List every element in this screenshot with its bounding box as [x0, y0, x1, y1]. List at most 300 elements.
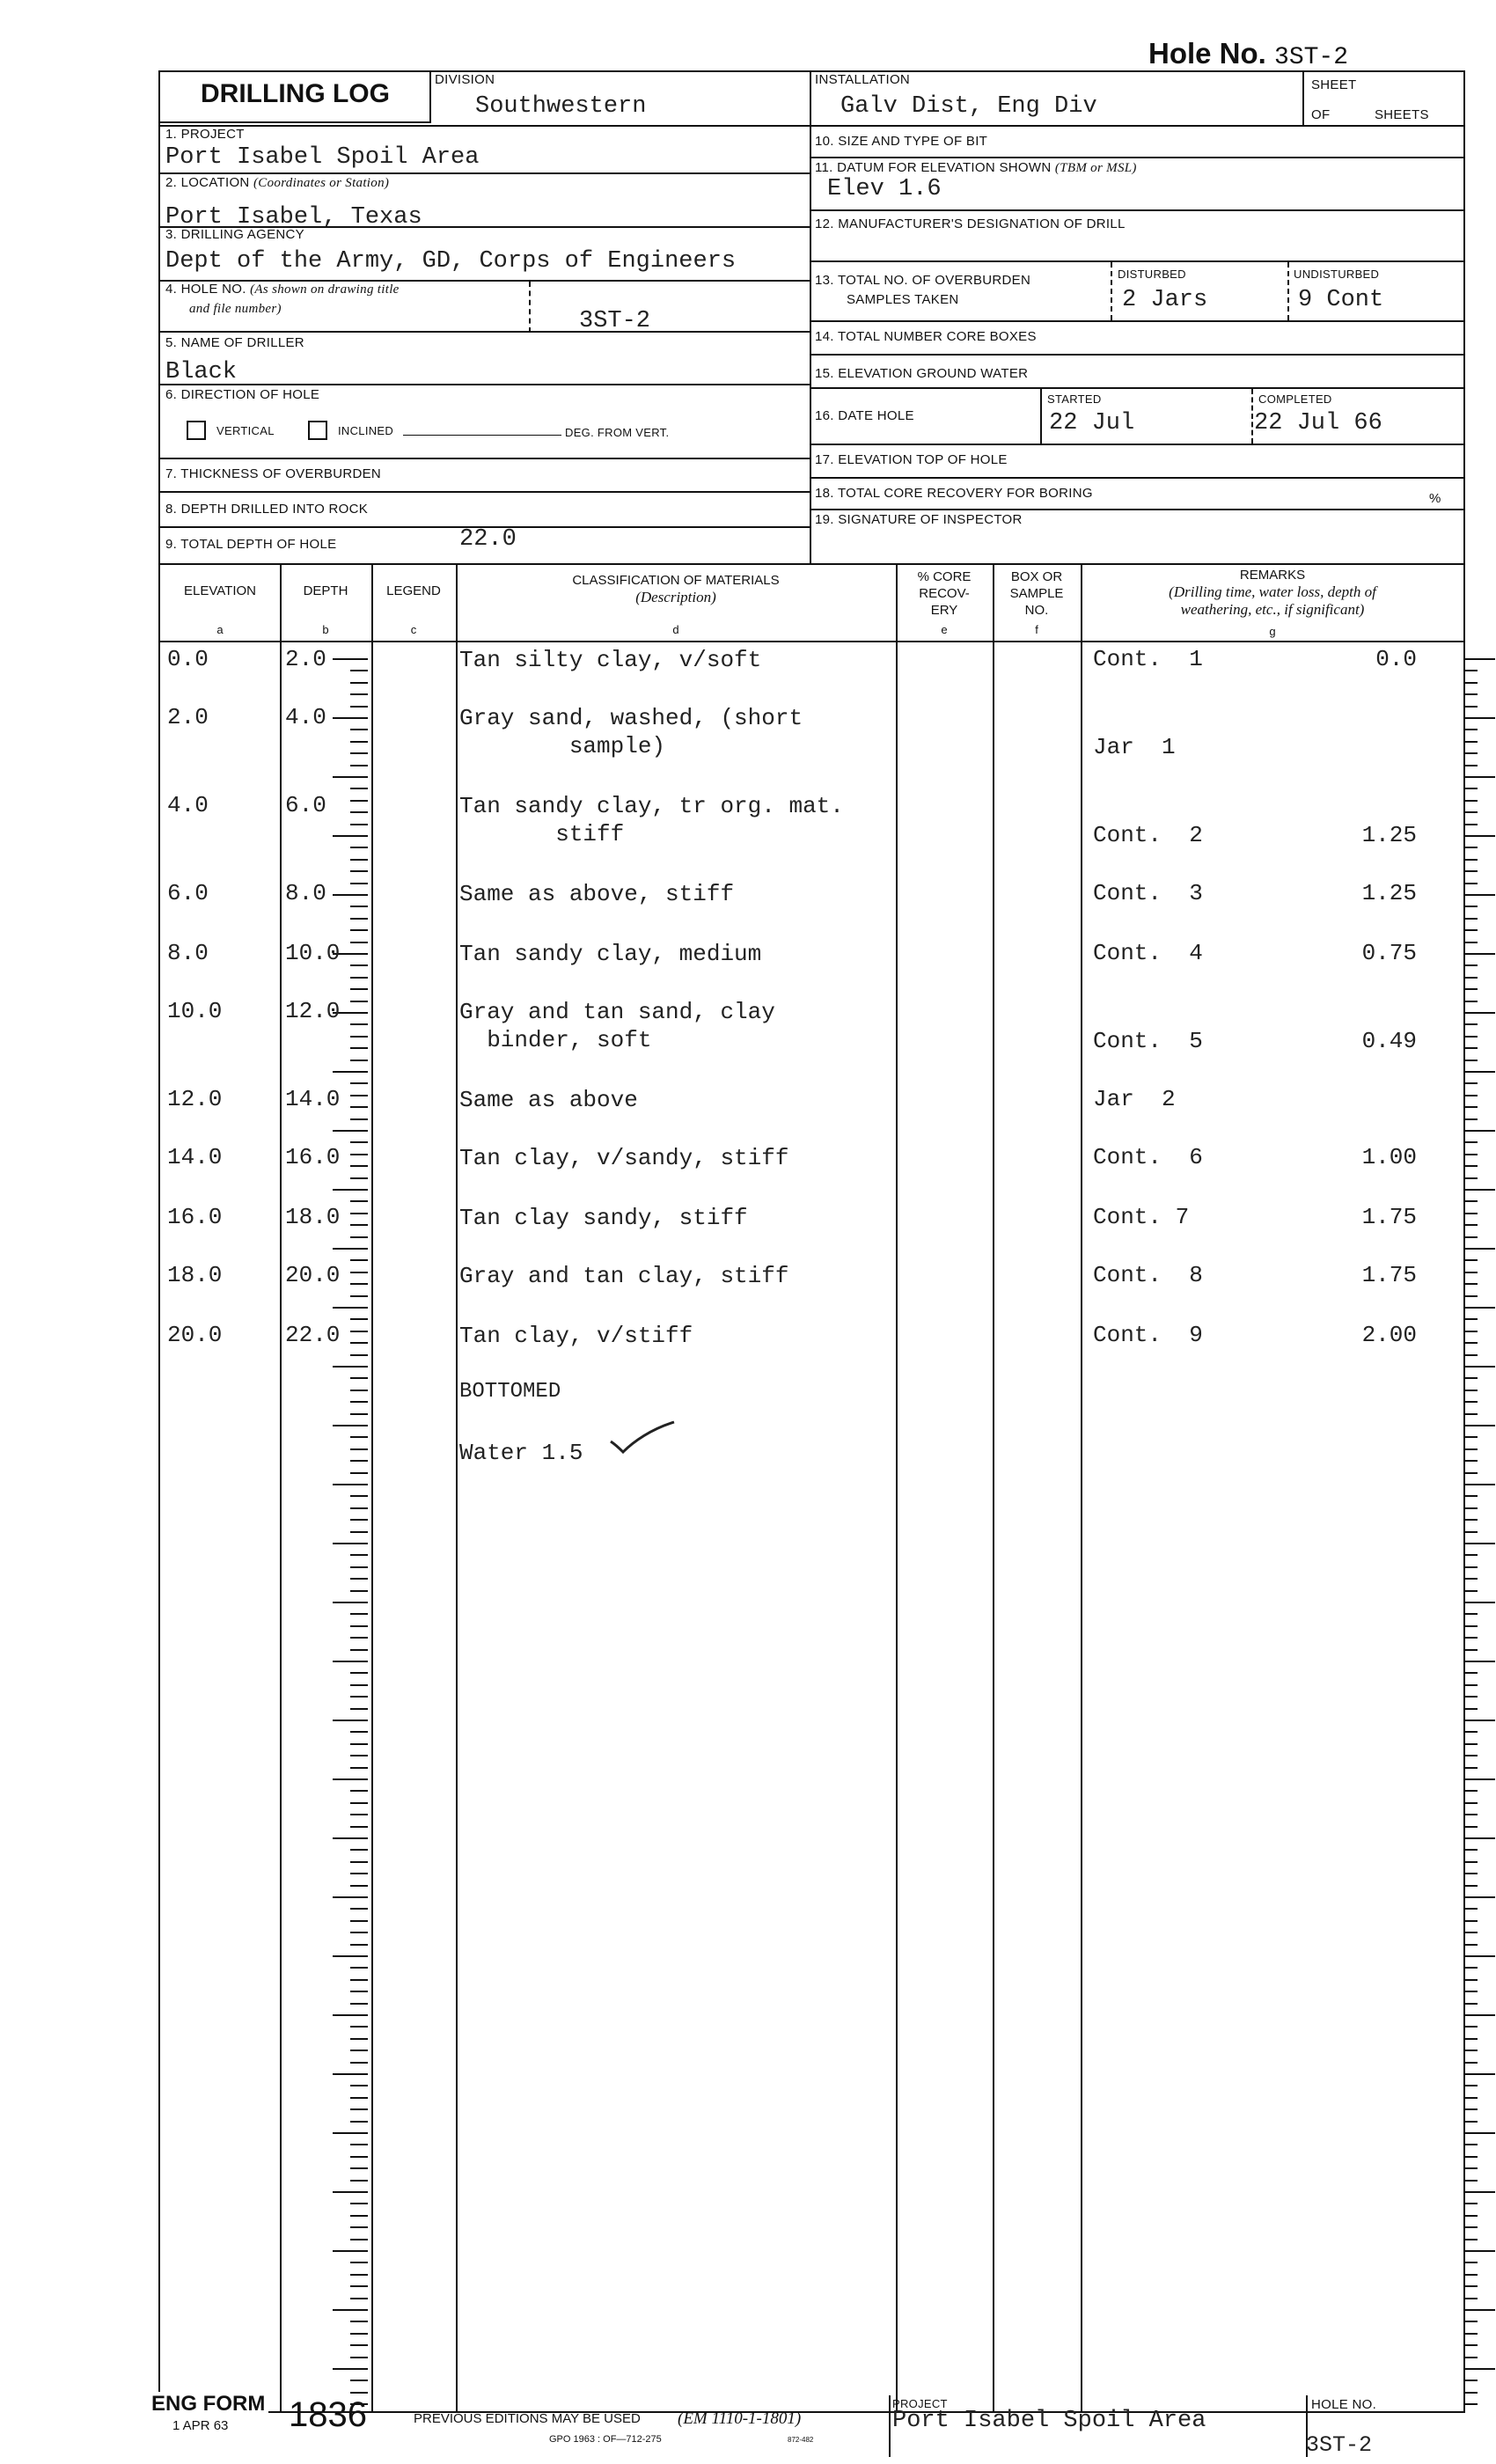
scale-tick — [1465, 1979, 1478, 1981]
core-recovery-label: 18. TOTAL CORE RECOVERY FOR BORING — [815, 486, 1093, 501]
scale-tick — [1465, 2038, 1478, 2040]
sheet-of-label: OF — [1311, 107, 1331, 122]
footer-project-label: PROJECT — [892, 2397, 948, 2410]
scale-tick — [1465, 1377, 1478, 1379]
scale-tick — [1465, 1814, 1478, 1815]
scale-tick — [350, 1436, 368, 1438]
scale-tick — [1465, 2215, 1478, 2217]
scale-tick — [1465, 1106, 1478, 1108]
scale-tick — [350, 918, 368, 920]
scale-tick — [1465, 1696, 1478, 1698]
scale-tick — [1465, 988, 1478, 990]
remark-value-cell: 1.75 — [1361, 1262, 1417, 1288]
scale-tick — [350, 1802, 368, 1804]
scale-tick — [350, 2239, 368, 2240]
scale-tick — [350, 1590, 368, 1592]
scale-tick — [350, 1236, 368, 1238]
scale-tick — [1465, 2262, 1478, 2263]
scale-tick — [350, 1272, 368, 1273]
scale-tick — [350, 1932, 368, 1933]
depth-cell: 14.0 — [285, 1086, 341, 1112]
scale-tick — [350, 693, 368, 695]
depth-cell: 10.0 — [285, 940, 341, 966]
scale-tick — [1465, 1826, 1478, 1828]
scale-tick — [1465, 2380, 1478, 2381]
scale-tick — [333, 1307, 368, 1309]
scale-tick — [350, 977, 368, 979]
scale-tick — [1465, 1661, 1495, 1662]
vertical-label: VERTICAL — [216, 424, 275, 437]
scale-tick — [1465, 1236, 1478, 1238]
col-letter-f: f — [1035, 623, 1038, 636]
scale-tick — [350, 2003, 368, 2005]
elevation-cell: 2.0 — [167, 704, 209, 730]
scale-tick — [350, 1991, 368, 1992]
scale-tick — [350, 1755, 368, 1756]
depth-cell: 20.0 — [285, 1262, 341, 1288]
scale-tick — [1465, 2321, 1478, 2322]
scale-tick — [1465, 1861, 1478, 1863]
core-recovery-unit: % — [1429, 491, 1441, 506]
scale-tick — [1465, 729, 1478, 730]
bottomed-note: BOTTOMED — [459, 1380, 561, 1404]
scale-tick — [350, 1295, 368, 1297]
scale-tick — [1465, 1731, 1478, 1733]
scale-tick — [350, 2392, 368, 2394]
scale-tick — [350, 824, 368, 825]
scale-tick — [1465, 1637, 1478, 1639]
scale-tick — [350, 1047, 368, 1049]
scale-tick — [350, 706, 368, 708]
scale-tick — [350, 883, 368, 884]
scale-tick — [1465, 811, 1478, 813]
scale-tick — [350, 1696, 368, 1698]
hole-no-field-value: 3ST-2 — [579, 308, 651, 334]
disturbed-label: DISTURBED — [1118, 268, 1186, 281]
scale-tick — [1465, 1354, 1478, 1356]
scale-tick — [350, 1036, 368, 1038]
scale-tick — [1465, 1130, 1495, 1132]
scale-tick — [1465, 847, 1478, 848]
scale-tick — [1465, 953, 1495, 955]
elevation-cell: 6.0 — [167, 880, 209, 906]
scale-tick — [350, 2203, 368, 2204]
scale-tick — [350, 1259, 368, 1261]
footer-hole-value: 3ST-2 — [1306, 2432, 1373, 2458]
scale-tick — [350, 1401, 368, 1403]
scale-tick — [350, 2333, 368, 2335]
scale-tick — [1465, 1967, 1478, 1969]
scale-tick — [1465, 1036, 1478, 1038]
depth-cell: 12.0 — [285, 998, 341, 1024]
scale-tick — [333, 1955, 368, 1957]
scale-tick — [350, 1082, 368, 1084]
scale-tick — [1465, 1602, 1495, 1603]
scale-tick — [333, 1189, 368, 1191]
scale-tick — [350, 2344, 368, 2346]
scale-tick — [1465, 2203, 1478, 2204]
scale-tick — [1465, 2333, 1478, 2335]
scale-tick — [350, 1118, 368, 1120]
scale-tick — [350, 1200, 368, 1202]
scale-tick — [333, 1425, 368, 1426]
scale-tick — [350, 2026, 368, 2028]
scale-tick — [350, 2226, 368, 2228]
scale-tick — [350, 1672, 368, 1674]
scale-tick — [1465, 2357, 1478, 2358]
completed-label: COMPLETED — [1258, 392, 1332, 406]
datum-value: Elev 1.6 — [827, 176, 942, 202]
samples-label: 13. TOTAL NO. OF OVERBURDEN — [815, 273, 1031, 288]
scale-tick — [1465, 788, 1478, 789]
project-label: 1. PROJECT — [165, 127, 245, 142]
scale-tick — [350, 942, 368, 943]
samples-label-2: SAMPLES TAKEN — [847, 292, 959, 307]
elevation-cell: 10.0 — [167, 998, 223, 1024]
depth-cell: 22.0 — [285, 1322, 341, 1348]
scale-tick — [1465, 1272, 1478, 1273]
scale-tick — [1465, 1259, 1478, 1261]
scale-tick — [350, 1849, 368, 1851]
vertical-checkbox[interactable] — [187, 421, 206, 440]
scale-tick — [333, 2191, 368, 2193]
scale-tick — [1465, 1554, 1478, 1556]
scale-tick — [1465, 1390, 1478, 1391]
disturbed-value: 2 Jars — [1122, 287, 1208, 313]
scale-tick — [350, 1331, 368, 1332]
undisturbed-value: 9 Cont — [1298, 287, 1384, 313]
sample-cell: Cont. 4 — [1093, 940, 1203, 966]
form-date: 1 APR 63 — [172, 2418, 229, 2433]
col-remarks-header: REMARKS (Drilling time, water loss, depth of weathering, etc., if significant) — [1169, 568, 1376, 618]
scale-tick — [333, 1543, 368, 1544]
scale-tick — [350, 2121, 368, 2123]
scale-tick — [350, 729, 368, 730]
scale-tick — [350, 1283, 368, 1285]
hole-no-field-label: 4. HOLE NO. (As shown on drawing title — [165, 282, 400, 297]
scale-tick — [350, 1318, 368, 1320]
scale-tick — [350, 1519, 368, 1521]
scale-tick — [1465, 2014, 1495, 2016]
scale-tick — [1465, 1944, 1478, 1946]
scale-tick — [350, 765, 368, 766]
col-letter-b: b — [322, 623, 329, 636]
scale-tick — [1465, 1590, 1478, 1592]
remark-value-cell: 1.00 — [1361, 1144, 1417, 1170]
division-label: DIVISION — [435, 72, 495, 87]
depth-cell: 16.0 — [285, 1144, 341, 1170]
scale-tick — [1465, 1708, 1478, 1710]
description-cell: Gray and tan sand, clay binder, soft — [459, 999, 775, 1053]
scale-tick — [1465, 1519, 1478, 1521]
scale-tick — [1465, 1873, 1478, 1874]
scale-tick — [1465, 1012, 1495, 1014]
remark-value-cell: 2.00 — [1361, 1322, 1417, 1348]
scale-tick — [1465, 2226, 1478, 2228]
scale-tick — [1465, 1165, 1478, 1167]
scale-tick — [333, 1484, 368, 1485]
scale-tick — [1465, 741, 1478, 743]
scale-tick — [350, 1342, 368, 1344]
col-elevation-header: ELEVATION — [184, 583, 256, 598]
depth-cell: 18.0 — [285, 1204, 341, 1230]
scale-tick — [1465, 1955, 1495, 1957]
scale-tick — [1465, 765, 1478, 766]
scale-tick — [350, 2050, 368, 2051]
scale-tick — [1465, 977, 1478, 979]
scale-tick — [333, 1720, 368, 1721]
inspector-label: 19. SIGNATURE OF INSPECTOR — [815, 512, 1023, 527]
scale-tick — [1465, 918, 1478, 920]
scale-tick — [350, 1495, 368, 1497]
scale-tick — [350, 811, 368, 813]
ground-water-label: 15. ELEVATION GROUND WATER — [815, 366, 1029, 381]
location-value: Port Isabel, Texas — [165, 204, 422, 231]
col-box-header: BOX OR SAMPLE NO. — [1009, 569, 1064, 618]
remark-value-cell: 0.49 — [1361, 1028, 1417, 1054]
scale-tick — [1465, 2392, 1478, 2394]
scale-tick — [1465, 2191, 1495, 2193]
depth-cell: 2.0 — [285, 646, 326, 672]
scale-tick — [350, 682, 368, 684]
description-cell: Gray and tan clay, stiff — [459, 1263, 789, 1289]
form-label: ENG FORM — [148, 2392, 268, 2416]
scale-tick — [350, 2298, 368, 2299]
scale-tick — [1465, 1283, 1478, 1285]
form-title: DRILLING LOG — [201, 79, 390, 108]
scale-tick — [1465, 1920, 1478, 1922]
scale-tick — [350, 988, 368, 990]
scale-tick — [350, 1731, 368, 1733]
scale-tick — [1465, 1755, 1478, 1756]
scale-tick — [1465, 1849, 1478, 1851]
scale-tick — [350, 2156, 368, 2158]
scale-tick — [333, 717, 368, 719]
driller-value: Black — [165, 359, 238, 385]
scale-tick — [350, 929, 368, 931]
bit-label: 10. SIZE AND TYPE OF BIT — [815, 134, 988, 149]
driller-label: 5. NAME OF DRILLER — [165, 335, 304, 350]
scale-tick — [1465, 1047, 1478, 1049]
scale-tick — [350, 1684, 368, 1686]
scale-tick — [1465, 2085, 1478, 2086]
scale-tick — [1465, 693, 1478, 695]
scale-tick — [350, 1979, 368, 1981]
footer-project-value: Port Isabel Spoil Area — [892, 2408, 1206, 2434]
scale-tick — [350, 1790, 368, 1792]
scale-tick — [1465, 1672, 1478, 1674]
scale-tick — [333, 1071, 368, 1073]
top-elev-label: 17. ELEVATION TOP OF HOLE — [815, 452, 1008, 467]
scale-tick — [350, 1154, 368, 1155]
em-reference: (EM 1110-1-1801) — [678, 2409, 802, 2428]
form-number: 1836 — [289, 2395, 367, 2434]
gpo-line: GPO 1963 : OF—712-275 — [549, 2434, 662, 2445]
scale-tick — [350, 859, 368, 861]
scale-tick — [1465, 1425, 1495, 1426]
description-cell: Gray sand, washed, (short sample) — [459, 705, 803, 759]
sample-cell: Cont. 2 — [1093, 822, 1203, 848]
hole-no-header — [1148, 37, 1348, 71]
scale-tick — [1465, 1460, 1478, 1462]
elevation-cell: 18.0 — [167, 1262, 223, 1288]
scale-tick — [1465, 1023, 1478, 1025]
scale-tick — [350, 1023, 368, 1025]
remark-value-cell: 0.75 — [1361, 940, 1417, 966]
scale-tick — [1465, 1331, 1478, 1332]
scale-tick — [350, 1908, 368, 1910]
sheets-label: SHEETS — [1375, 107, 1429, 122]
sample-cell: Cont. 6 — [1093, 1144, 1203, 1170]
scale-tick — [350, 1625, 368, 1627]
scale-tick — [333, 2132, 368, 2134]
scale-tick — [350, 1767, 368, 1769]
scale-tick — [1465, 1095, 1478, 1096]
scale-tick — [1465, 2003, 1478, 2005]
scale-tick — [1465, 2062, 1478, 2064]
scale-tick — [333, 1602, 368, 1603]
hole-no-label: Hole No. — [1148, 37, 1266, 70]
scale-tick — [350, 800, 368, 802]
elevation-cell: 8.0 — [167, 940, 209, 966]
installation-value: Galv Dist, Eng Div — [840, 93, 1097, 120]
scale-tick — [350, 2321, 368, 2322]
col-letter-e: e — [941, 623, 948, 636]
direction-label: 6. DIRECTION OF HOLE — [165, 387, 320, 402]
scale-tick — [350, 2262, 368, 2263]
elevation-cell: 4.0 — [167, 792, 209, 818]
scale-tick — [1465, 906, 1478, 907]
col-core-header: % CORE RECOV- ERY — [917, 569, 972, 618]
elevation-cell: 16.0 — [167, 1204, 223, 1230]
remark-value-cell: 1.75 — [1361, 1204, 1417, 1230]
scale-tick — [1465, 1318, 1478, 1320]
scale-tick — [1465, 2050, 1478, 2051]
scale-tick — [1465, 1743, 1478, 1745]
col-letter-g: g — [1269, 625, 1276, 638]
scale-tick — [1465, 706, 1478, 708]
depth-cell: 4.0 — [285, 704, 326, 730]
scale-tick — [1465, 1177, 1478, 1179]
scale-tick — [1465, 2298, 1478, 2299]
scale-tick — [333, 776, 368, 778]
description-cell: Tan clay sandy, stiff — [459, 1205, 748, 1231]
scale-tick — [1465, 2144, 1478, 2145]
sample-cell: Jar 2 — [1093, 1086, 1176, 1112]
scale-tick — [350, 1060, 368, 1061]
scale-tick — [350, 1578, 368, 1580]
scale-tick — [350, 1165, 368, 1167]
scale-tick — [350, 1554, 368, 1556]
scale-tick — [350, 1743, 368, 1745]
sample-cell: Cont. 7 — [1093, 1204, 1190, 1230]
scale-tick — [350, 741, 368, 743]
started-value: 22 Jul — [1049, 410, 1135, 436]
scale-tick — [350, 1141, 368, 1143]
scale-tick — [1465, 1649, 1478, 1651]
scale-tick — [350, 2357, 368, 2358]
scale-tick — [1465, 2108, 1478, 2110]
col-letter-d: d — [672, 623, 679, 636]
footer-hole-label: HOLE NO. — [1311, 2397, 1377, 2412]
scale-tick — [350, 2038, 368, 2040]
completed-value: 22 Jul 66 — [1254, 410, 1382, 436]
scale-tick — [1465, 776, 1495, 778]
scale-tick — [350, 670, 368, 671]
scale-tick — [333, 658, 368, 660]
scale-tick — [333, 2368, 368, 2370]
small-code: 872-482 — [788, 2436, 814, 2444]
sample-cell: Cont. 5 — [1093, 1028, 1203, 1054]
scale-tick — [1465, 2285, 1478, 2287]
scale-tick — [1465, 2167, 1478, 2169]
scale-tick — [1465, 1366, 1495, 1368]
scale-tick — [1465, 929, 1478, 931]
scale-tick — [333, 1661, 368, 1662]
scale-tick — [1465, 1802, 1478, 1804]
scale-tick — [350, 1377, 368, 1379]
scale-tick — [1465, 870, 1478, 872]
scale-tick — [333, 1837, 368, 1839]
scale-tick — [350, 2215, 368, 2217]
col-classification-header: CLASSIFICATION OF MATERIALS (Description) — [572, 573, 780, 605]
scale-tick — [350, 1531, 368, 1533]
scale-tick — [1465, 1413, 1478, 1415]
remark-value-cell: 1.25 — [1361, 822, 1417, 848]
scale-tick — [1465, 894, 1495, 896]
scale-tick — [350, 870, 368, 872]
description-cell: Tan clay, v/sandy, stiff — [459, 1145, 789, 1171]
scale-tick — [1465, 2309, 1495, 2311]
scale-tick — [350, 1177, 368, 1179]
scale-tick — [350, 2285, 368, 2287]
sheet-label: SHEET — [1311, 77, 1357, 92]
scale-tick — [1465, 1001, 1478, 1002]
inclined-checkbox[interactable] — [308, 421, 327, 440]
scale-tick — [1465, 1578, 1478, 1580]
scale-tick — [1465, 1154, 1478, 1155]
scale-tick — [1465, 1790, 1478, 1792]
scale-tick — [1465, 835, 1495, 837]
scale-tick — [1465, 2156, 1478, 2158]
date-hole-label: 16. DATE HOLE — [815, 408, 914, 423]
scale-tick — [333, 2309, 368, 2311]
scale-tick — [1465, 1767, 1478, 1769]
scale-tick — [1465, 1495, 1478, 1497]
scale-tick — [350, 906, 368, 907]
remark-value-cell: 1.25 — [1361, 880, 1417, 906]
scale-tick — [1465, 1543, 1495, 1544]
started-label: STARTED — [1047, 392, 1102, 406]
scale-tick — [350, 1814, 368, 1815]
scale-tick — [1465, 717, 1495, 719]
hole-no-field-label-2: and file number) — [189, 302, 282, 316]
scale-tick — [1465, 1684, 1478, 1686]
scale-tick — [1465, 1307, 1495, 1309]
deg-from-vert-label: DEG. FROM VERT. — [565, 426, 670, 439]
scale-tick — [350, 2180, 368, 2182]
project-value: Port Isabel Spoil Area — [165, 144, 480, 171]
scale-tick — [1465, 2239, 1478, 2240]
scale-tick — [1465, 1118, 1478, 1120]
overburden-label: 7. THICKNESS OF OVERBURDEN — [165, 466, 382, 481]
scale-tick — [1465, 2026, 1478, 2028]
scale-tick — [350, 1106, 368, 1108]
scale-tick — [1465, 2368, 1495, 2370]
scale-tick — [1465, 752, 1478, 754]
col-legend-header: LEGEND — [386, 583, 441, 598]
scale-tick — [1465, 964, 1478, 966]
